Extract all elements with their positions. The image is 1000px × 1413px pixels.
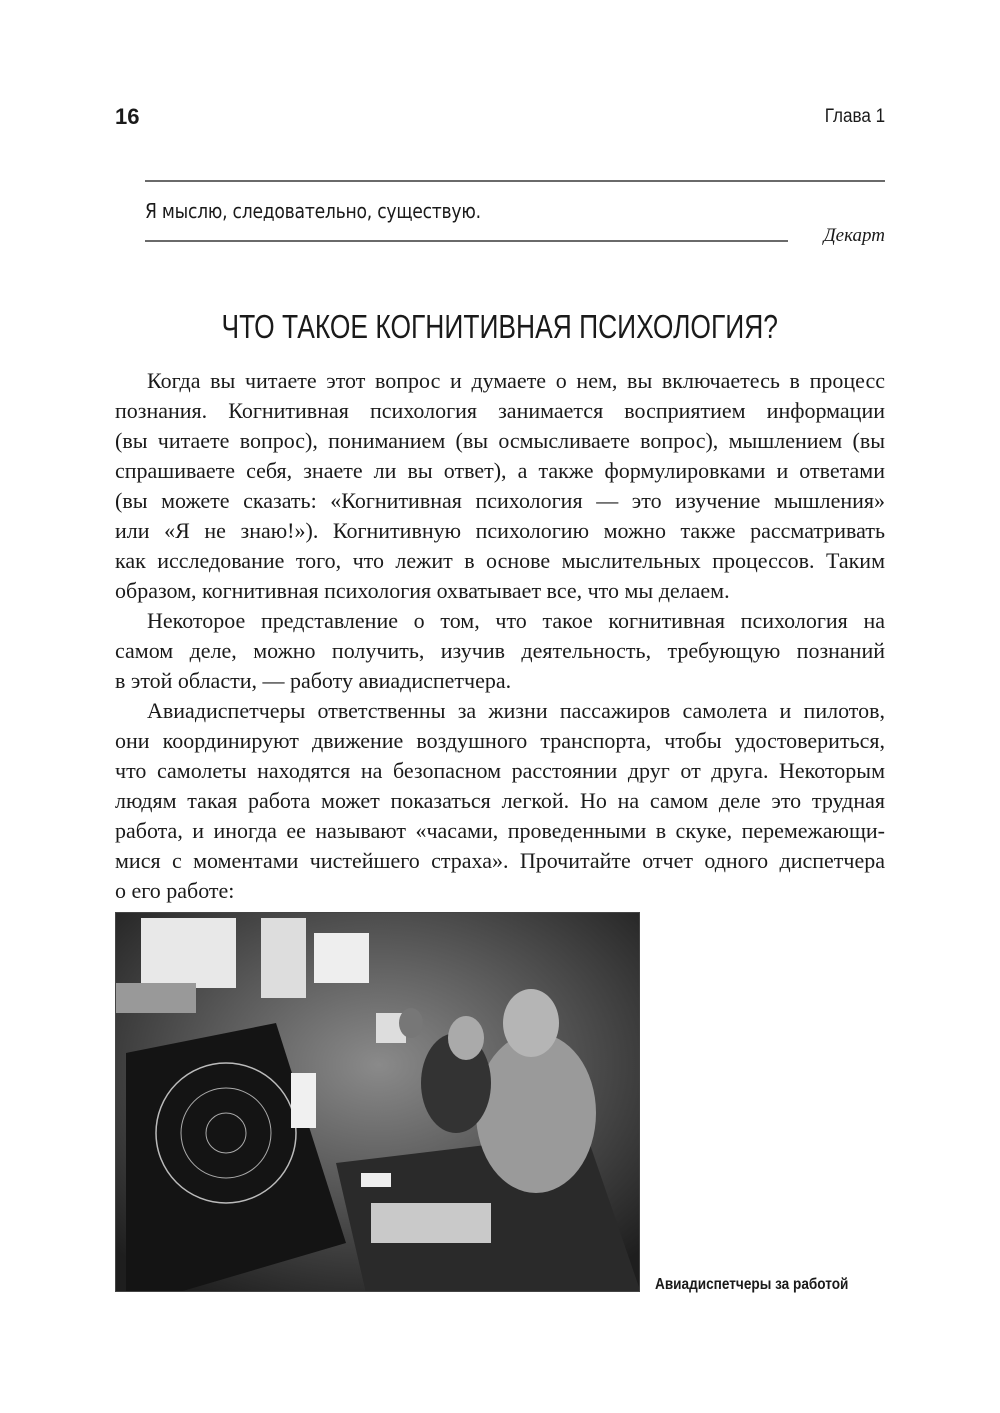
- paragraph-line-text: (вы можете сказать: «Когнитивная психология — это изучение мышления»: [115, 488, 885, 513]
- paragraph-line-text: людям такая работа может показаться легкой. Но на самом деле это трудная: [115, 788, 885, 813]
- paragraph-line: [115, 876, 885, 906]
- paragraph-line-text: что самолеты находятся на безопасном расстоянии друг от друга. Некоторым: [115, 758, 885, 783]
- paragraph-line-text: о его работе:: [115, 878, 235, 903]
- paragraph-line-text: Авиадиспетчеры ответственны за жизни пассажиров самолета и пилотов,: [147, 698, 885, 723]
- paragraph-line: [115, 636, 885, 666]
- paragraph-line: [115, 516, 885, 546]
- paragraph-line: [147, 606, 885, 636]
- paragraph-line-text: работа, и иногда ее называют «часами, проведенными в скуке, перемежающи-: [115, 818, 885, 843]
- epigraph-text: Я мыслю, следовательно, существую.: [145, 199, 481, 223]
- paragraph-line: [115, 396, 885, 426]
- paragraph-line: [147, 366, 885, 396]
- page-number: 16: [115, 104, 140, 129]
- figure-caption: Авиадиспетчеры за работой: [655, 1276, 849, 1293]
- paragraph-line-text: (вы читаете вопрос), пониманием (вы осмысливаете вопрос), мышлением (вы: [115, 428, 885, 453]
- paragraph-line: [115, 426, 885, 456]
- paragraph-line-text: мися с моментами чистейшего страха». Прочитайте отчет одного диспетчера: [115, 848, 885, 873]
- section-title: [0, 308, 1000, 346]
- paragraph-line: [115, 756, 885, 786]
- section-title-text: ЧТО ТАКОЕ КОГНИТИВНАЯ ПСИХОЛОГИЯ?: [221, 308, 779, 345]
- air-traffic-controllers-photo: [116, 913, 640, 1292]
- epigraph-bottom-rule: [145, 240, 788, 242]
- paragraph-line-text: познания. Когнитивная психология занимается восприятием информации: [115, 398, 885, 423]
- paragraph-line-text: в этой области, — работу авиадиспетчера.: [115, 668, 512, 693]
- paragraph-line-text: спрашиваете себя, знаете ли вы ответ), а также формулировками и ответами: [115, 458, 885, 483]
- paragraph-line: [115, 846, 885, 876]
- paragraph-line: [115, 816, 885, 846]
- paragraph-line-text: самом деле, можно получить, изучив деятельность, требующую познаний: [115, 638, 885, 663]
- running-header-chapter: Глава 1: [824, 106, 885, 127]
- paragraph-line: [115, 786, 885, 816]
- epigraph-top-rule: [145, 180, 885, 182]
- paragraph-line: [115, 486, 885, 516]
- paragraph-line-text: они координируют движение воздушного транспорта, чтобы удостовериться,: [115, 728, 885, 753]
- paragraph-line: [115, 666, 885, 696]
- paragraph-line-text: образом, когнитивная психология охватывает все, что мы делаем.: [115, 578, 730, 603]
- paragraph-line-text: Некоторое представление о том, что такое когнитивная психология на: [147, 608, 885, 633]
- paragraph-line: [115, 546, 885, 576]
- epigraph-author: Декарт: [823, 225, 885, 246]
- paragraph-line: [115, 456, 885, 486]
- paragraph-line-text: как исследование того, что лежит в основе мыслительных процессов. Таким: [115, 548, 885, 573]
- paragraph-line-text: Когда вы читаете этот вопрос и думаете о нем, вы включаетесь в процесс: [147, 368, 885, 393]
- paragraph-line: [115, 726, 885, 756]
- paragraph-line: [147, 696, 885, 726]
- paragraph-line: [115, 576, 885, 606]
- paragraph-line-text: или «Я не знаю!»). Когнитивную психологию можно также рассматривать: [115, 518, 885, 543]
- figure-photo: [115, 912, 640, 1292]
